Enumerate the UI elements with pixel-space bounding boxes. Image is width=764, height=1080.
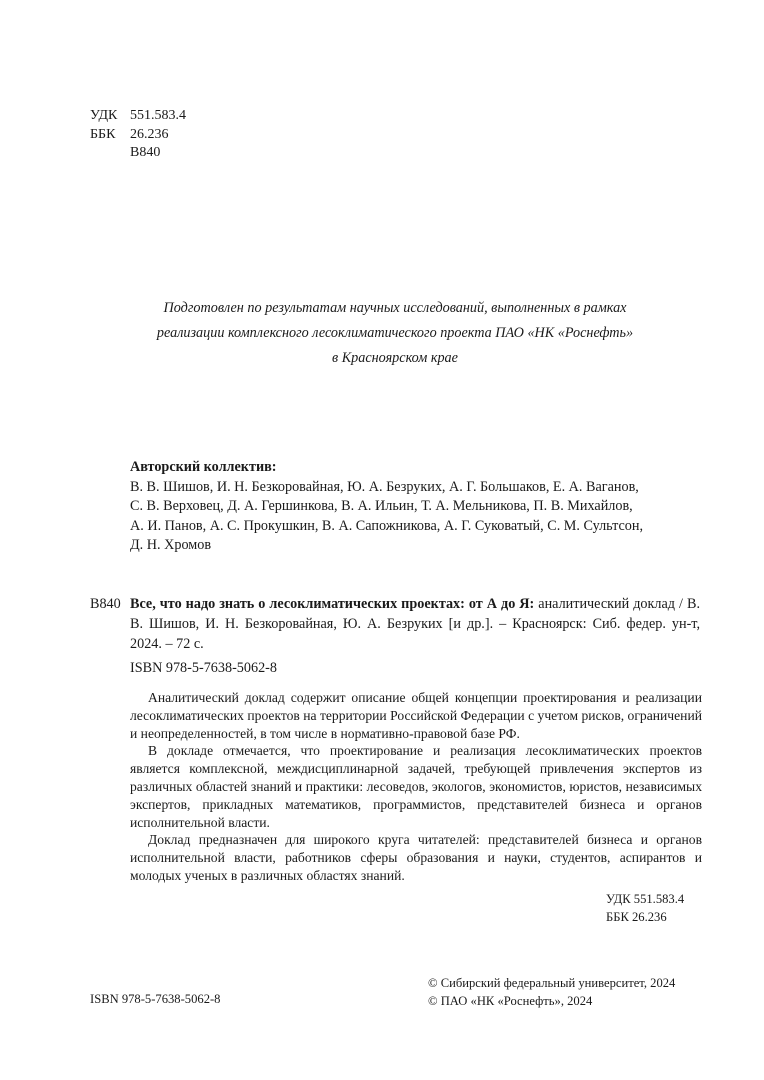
prepared-note-line: реализации комплексного лесоклиматического проекта ПАО «НК «Роснефть» (156, 325, 634, 341)
copyright-rosneft: © ПАО «НК «Роснефть», 2024 (428, 994, 593, 1008)
authors-line: В. В. Шишов, И. Н. Безкоровайная, Ю. А. Безруких, А. Г. Большаков, Е. А. Ваганов, (130, 478, 639, 495)
authors-line: С. В. Верховец, Д. А. Гершинкова, В. А. Ильин, Т. А. Мельникова, П. В. Михайлов, (130, 498, 633, 515)
udk-bottom: УДК 551.583.4 (606, 892, 685, 906)
copyright-block (428, 974, 675, 1010)
bbk-row (90, 126, 186, 145)
authors-line: Д. Н. Хромов (130, 537, 212, 554)
annotation-paragraph: В докладе отмечается, что проектирование и реализация лесоклиматических проектов является комплексной, междисциплинарной задачей, требующей привлечения экспертов из различных областей знаний и практики: лесоведов, экологов, экономистов, юристов, независимых экспертов, прикладных математиков, программистов, представителей бизнеса и органов исполнительной власти. (130, 743, 702, 830)
udk-value: 551.583.4 (130, 108, 186, 123)
bbk-label: ББК (90, 126, 116, 142)
copyright-university: © Сибирский федеральный университет, 2024 (428, 976, 676, 990)
authors-heading: Авторский коллектив: (130, 459, 277, 475)
isbn-footer: ISBN 978-5-7638-5062-8 (90, 992, 221, 1006)
author-sign: В840 (130, 145, 161, 160)
prepared-note (100, 296, 690, 371)
prepared-note-line: Подготовлен по результатам научных исследований, выполненных в рамках (163, 300, 627, 316)
isbn-main: ISBN 978-5-7638-5062-8 (130, 660, 277, 676)
annotation (130, 689, 702, 885)
bibliographic-record (130, 594, 700, 654)
annotation-paragraph: Доклад предназначен для широкого круга читателей: представителей бизнеса и органов исполнительной власти, работников сферы образования и науки, студентов, аспирантов и молодых ученых в различных областях знаний. (130, 832, 702, 883)
bbk-bottom: ББК 26.236 (606, 910, 667, 924)
bib-code: В840 (90, 596, 121, 612)
bib-rest: аналитический доклад / В. В. Шишов, И. Н. Безкоровайная, Ю. А. Безруких [и др.]. – Красноярск: Сиб. федер. ун-т, 2024. – 72 с. (130, 596, 700, 652)
bbk-value: 26.236 (130, 126, 169, 142)
bib-title: Все, что надо знать о лесоклиматических проектах: от А до Я: (130, 596, 535, 612)
prepared-note-line: в Красноярском крае (332, 350, 458, 366)
udk-label: УДК (90, 108, 118, 123)
udk-row (90, 107, 186, 126)
authors-line: А. И. Панов, А. С. Прокушкин, В. А. Сапожникова, А. Г. Суковатый, С. М. Сультсон, (130, 517, 643, 534)
annotation-paragraph: Аналитический доклад содержит описание общей концепции проектирования и реализации лесоклиматических проектов на территории Российской Федерации с учетом рисков, ограничений и неопределенностей, в том числе в нормативно-правовой базе РФ. (130, 690, 702, 741)
classification-block (90, 107, 186, 163)
authors-block (130, 458, 700, 556)
classification-bottom (606, 890, 684, 926)
